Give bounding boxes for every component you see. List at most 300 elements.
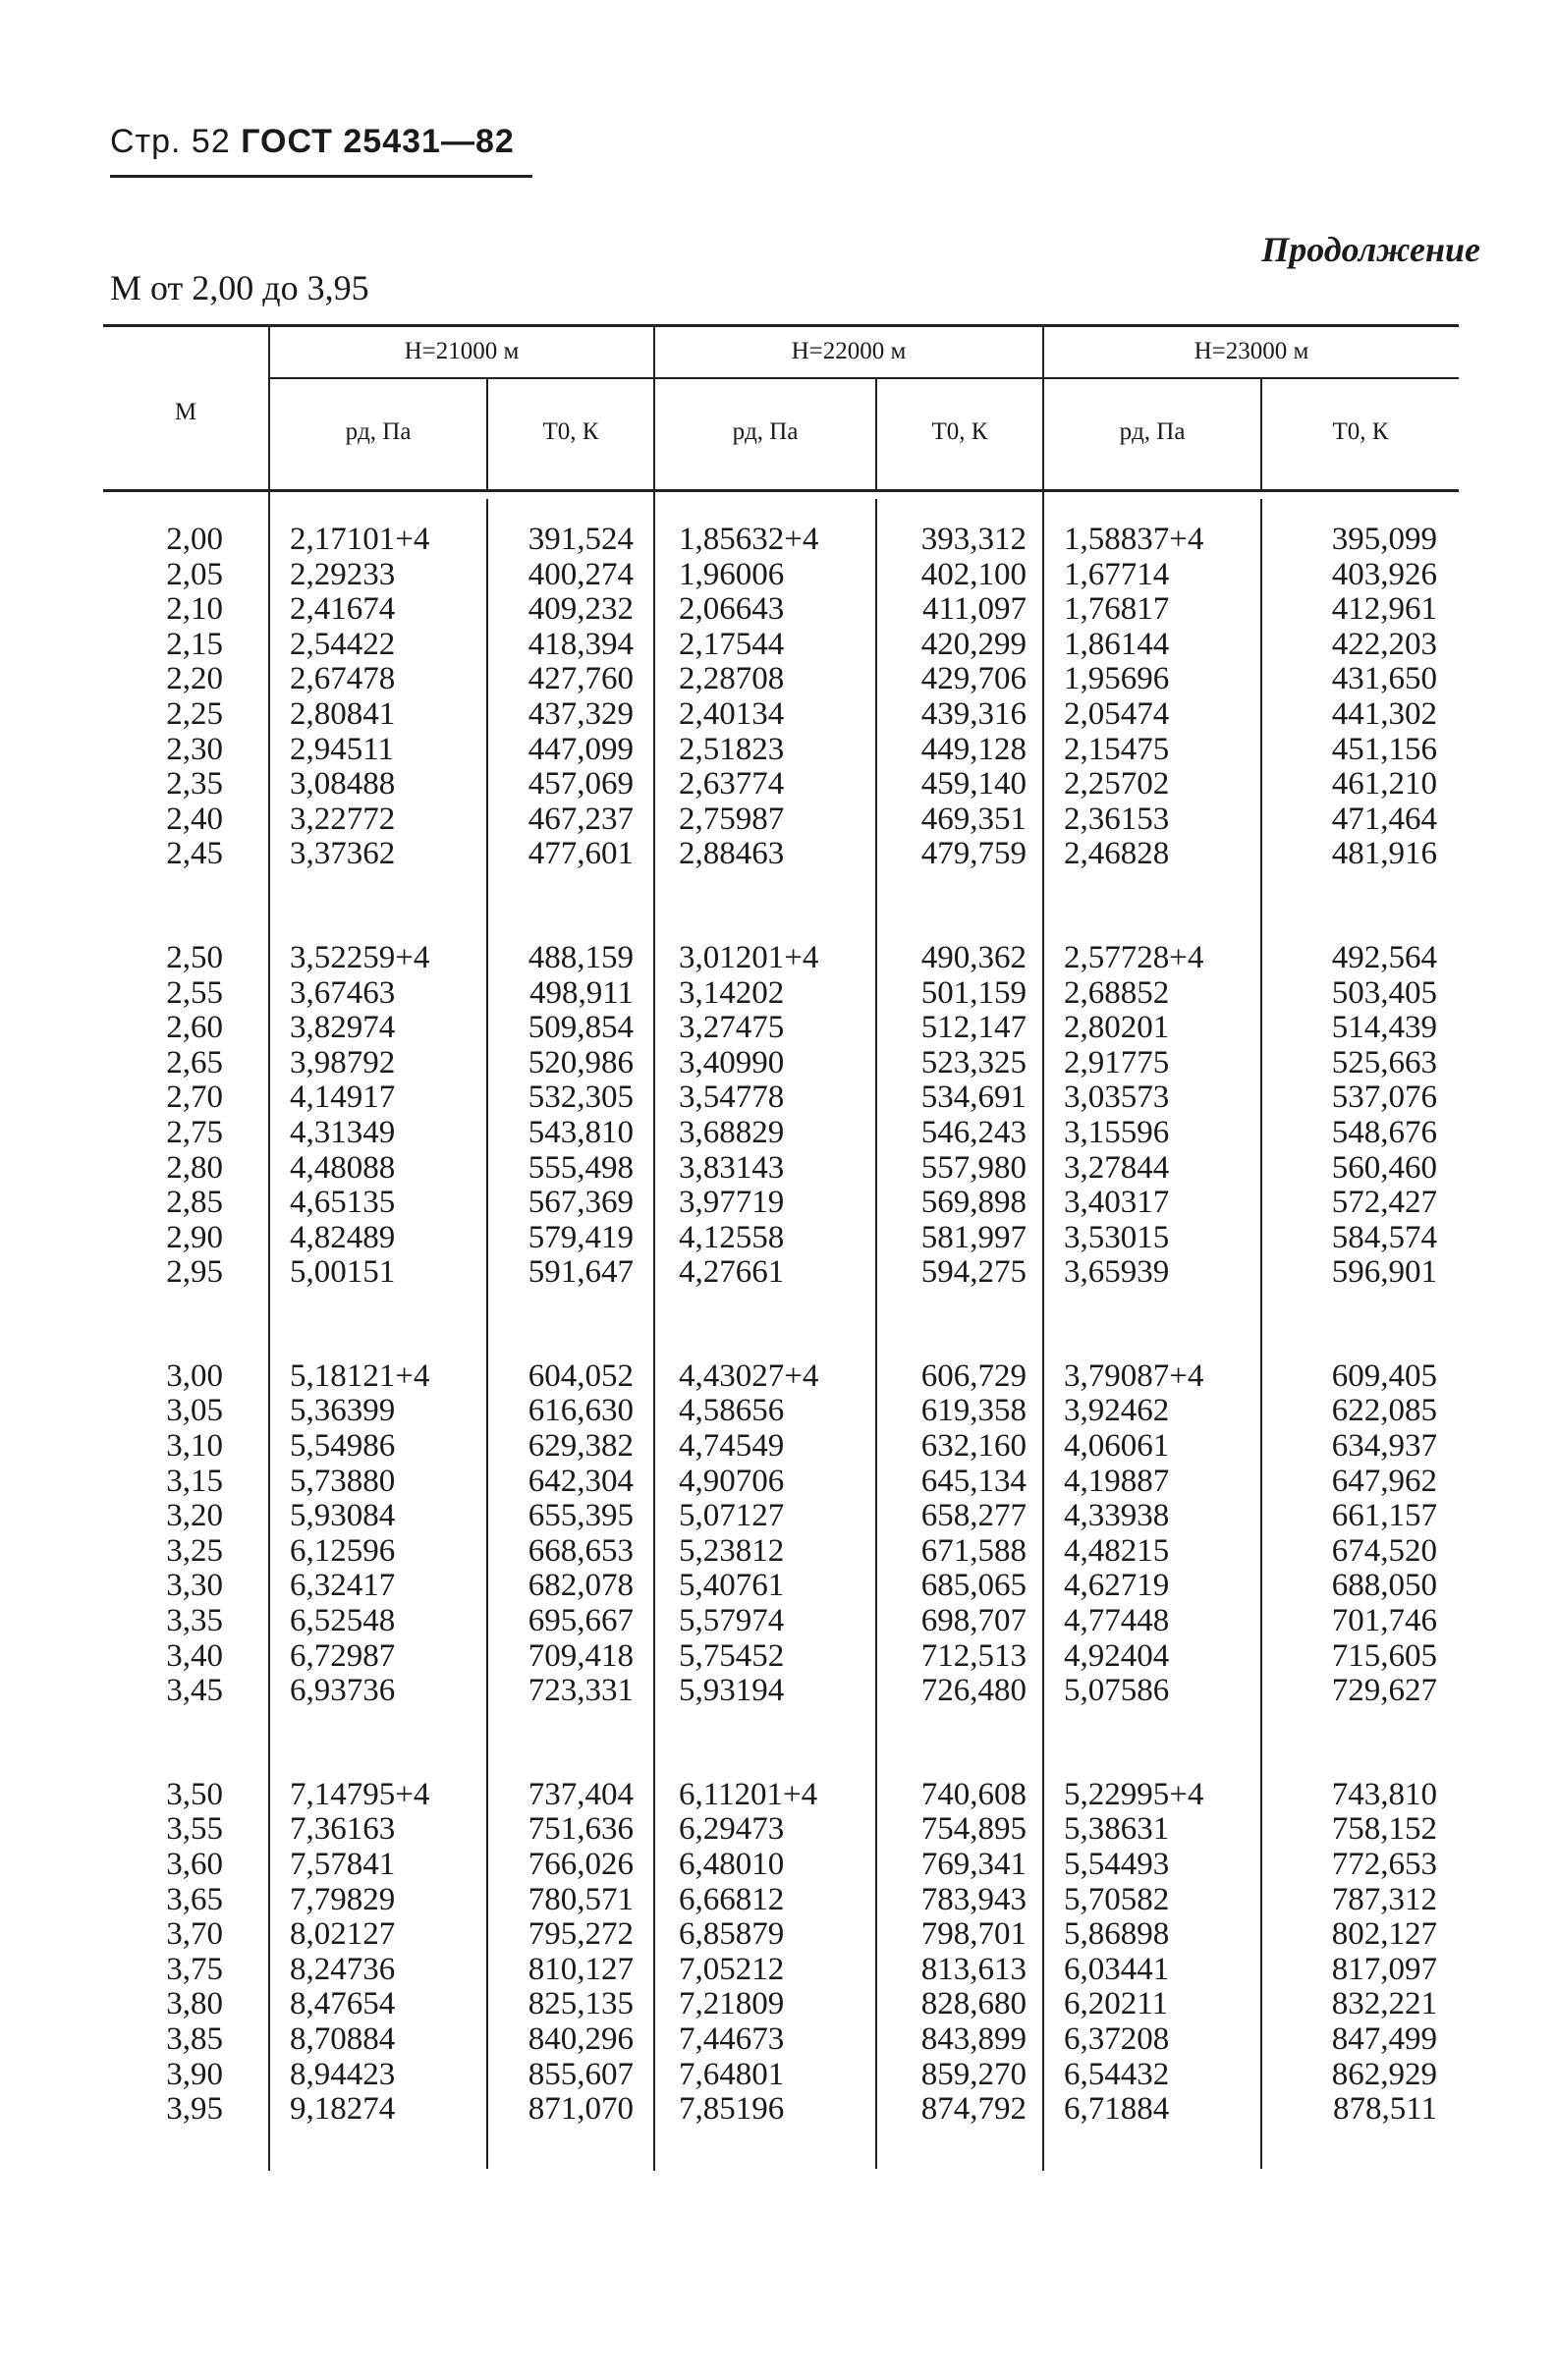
cell-p1: 6,52548: [290, 1603, 396, 1639]
block-1: [103, 523, 223, 872]
cell-p1: 6,72987: [290, 1637, 396, 1674]
cell-t3: 441,302: [1331, 695, 1437, 732]
cell-t2: 546,243: [920, 1114, 1027, 1150]
cell-m: 2,40: [166, 801, 223, 837]
range-label: М от 2,00 до 3,95: [110, 268, 369, 307]
cell-p1: 7,14795+4: [290, 1776, 430, 1812]
cell-p2: 5,23812: [679, 1532, 785, 1569]
cell-p2: 6,85879: [679, 1916, 785, 1953]
block-1: [877, 523, 1027, 872]
cell-t1: 629,382: [528, 1428, 634, 1465]
cell-m: 2,60: [166, 1010, 223, 1046]
cell-t1: 709,418: [528, 1637, 634, 1674]
block-4: [488, 1778, 634, 2128]
cell-t2: 828,680: [920, 1986, 1027, 2022]
cell-t2: 645,134: [920, 1463, 1027, 1499]
cell-t2: 671,588: [920, 1532, 1027, 1569]
block-3: [877, 1359, 1027, 1709]
cell-t3: 548,676: [1331, 1114, 1437, 1150]
cell-t3: 609,405: [1331, 1357, 1437, 1394]
block-3: [1262, 1359, 1437, 1709]
cell-m: 3,25: [166, 1532, 223, 1569]
cell-m: 3,55: [166, 1811, 223, 1848]
cell-p3: 2,57728+4: [1064, 939, 1204, 975]
block-4: [103, 1778, 223, 2128]
cell-t2: 569,898: [920, 1185, 1027, 1221]
cell-m: 3,10: [166, 1428, 223, 1465]
cell-m: 2,80: [166, 1149, 223, 1186]
cell-p2: 4,27661: [679, 1254, 785, 1291]
block-1: [488, 523, 634, 872]
cell-p1: 3,52259+4: [290, 939, 430, 975]
cell-t1: 543,810: [528, 1114, 634, 1150]
cell-p3: 2,80201: [1064, 1010, 1170, 1046]
cell-p1: 3,22772: [290, 801, 396, 837]
cell-t3: 787,312: [1331, 1881, 1437, 1917]
cell-p3: 3,92462: [1064, 1393, 1170, 1429]
cell-p2: 1,96006: [679, 556, 785, 592]
cell-p1: 4,31349: [290, 1114, 396, 1150]
cell-t3: 772,653: [1331, 1847, 1437, 1882]
cell-t1: 409,232: [528, 591, 634, 628]
cell-t2: 843,899: [920, 2020, 1027, 2057]
cell-p2: 4,58656: [679, 1393, 785, 1429]
column-t-23000: [1262, 523, 1437, 2128]
cell-t2: 726,480: [920, 1673, 1027, 1709]
cell-t2: 459,140: [920, 766, 1027, 803]
cell-p3: 4,33938: [1064, 1498, 1170, 1534]
cell-t1: 766,026: [528, 1847, 634, 1882]
cell-p2: 4,90706: [679, 1463, 785, 1499]
standard-id: ГОСТ 25431—82: [241, 123, 515, 160]
cell-t1: 723,331: [528, 1673, 634, 1709]
cell-p1: 5,93084: [290, 1498, 396, 1534]
p-header-22000: pд, Па: [732, 418, 799, 445]
cell-p2: 5,75452: [679, 1637, 785, 1674]
cell-t3: 412,961: [1331, 591, 1437, 628]
cell-t1: 780,571: [528, 1881, 634, 1917]
cell-m: 2,30: [166, 731, 223, 767]
group-header-rule: [268, 377, 1459, 379]
cell-t2: 557,980: [920, 1149, 1027, 1186]
cell-p2: 5,57974: [679, 1603, 785, 1639]
cell-p1: 8,94423: [290, 2056, 396, 2092]
cell-t1: 498,911: [528, 974, 634, 1011]
cell-t2: 402,100: [920, 556, 1027, 592]
header-rule: [110, 175, 532, 178]
t-header-23000: T0, К: [1332, 418, 1389, 445]
cell-m: 2,85: [166, 1185, 223, 1221]
cell-t1: 437,329: [528, 695, 634, 732]
cell-t2: 783,943: [920, 1881, 1027, 1917]
cell-p2: 3,40990: [679, 1044, 785, 1080]
cell-p3: 6,37208: [1064, 2020, 1170, 2057]
cell-p1: 3,67463: [290, 974, 396, 1011]
block-2: [1262, 941, 1437, 1291]
cell-t3: 817,097: [1331, 1951, 1437, 1987]
cell-t3: 451,156: [1331, 731, 1437, 767]
cell-p3: 1,95696: [1064, 661, 1170, 697]
continuation-label: Продолжение: [1261, 230, 1480, 269]
cell-p3: 4,92404: [1064, 1637, 1170, 1674]
block-4: [1064, 1778, 1255, 2128]
cell-t2: 501,159: [920, 974, 1027, 1011]
cell-m: 2,15: [166, 626, 223, 662]
cell-t3: 758,152: [1331, 1811, 1437, 1848]
block-4: [1262, 1778, 1437, 2128]
cell-p3: 3,40317: [1064, 1185, 1170, 1221]
cell-p3: 2,15475: [1064, 731, 1170, 767]
cell-p1: 5,54986: [290, 1428, 396, 1465]
cell-m: 3,45: [166, 1673, 223, 1709]
cell-t3: 743,810: [1331, 1776, 1437, 1812]
cell-t3: 481,916: [1331, 836, 1437, 872]
cell-p2: 2,06643: [679, 591, 785, 628]
cell-p1: 5,36399: [290, 1393, 396, 1429]
cell-p1: 5,73880: [290, 1463, 396, 1499]
cell-p1: 2,67478: [290, 661, 396, 697]
cell-p1: 4,65135: [290, 1185, 396, 1221]
cell-p3: 2,46828: [1064, 836, 1170, 872]
cell-m: 2,55: [166, 974, 223, 1011]
cell-t1: 418,394: [528, 626, 634, 662]
cell-m: 2,25: [166, 695, 223, 732]
cell-t3: 647,962: [1331, 1463, 1437, 1499]
cell-p1: 3,37362: [290, 836, 396, 872]
cell-t2: 411,097: [921, 591, 1027, 628]
cell-p2: 4,74549: [679, 1428, 785, 1465]
cell-p2: 7,85196: [679, 2091, 785, 2128]
block-2: [290, 941, 476, 1291]
cell-t1: 520,986: [528, 1044, 634, 1080]
cell-p1: 5,18121+4: [290, 1357, 430, 1394]
cell-p3: 1,58837+4: [1064, 522, 1204, 557]
cell-p2: 2,17544: [679, 626, 785, 662]
cell-t3: 584,574: [1331, 1219, 1437, 1255]
cell-t2: 798,701: [920, 1916, 1027, 1953]
cell-t1: 682,078: [528, 1568, 634, 1604]
cell-p3: 2,36153: [1064, 801, 1170, 837]
block-3: [488, 1359, 634, 1709]
cell-m: 3,60: [166, 1847, 223, 1882]
cell-p1: 4,82489: [290, 1219, 396, 1255]
cell-m: 3,70: [166, 1916, 223, 1953]
cell-p3: 4,77448: [1064, 1603, 1170, 1639]
cell-m: 2,75: [166, 1114, 223, 1150]
cell-p2: 3,14202: [679, 974, 785, 1011]
cell-p3: 6,03441: [1064, 1951, 1170, 1987]
cell-t3: 802,127: [1331, 1916, 1437, 1953]
cell-p2: 2,63774: [679, 766, 785, 803]
cell-t1: 695,667: [528, 1603, 634, 1639]
block-2: [877, 941, 1027, 1291]
column-p-23000: [1064, 523, 1255, 2128]
cell-t3: 537,076: [1331, 1079, 1437, 1116]
cell-p1: 3,08488: [290, 766, 396, 803]
cell-t2: 512,147: [920, 1010, 1027, 1046]
cell-p1: 2,54422: [290, 626, 396, 662]
cell-t3: 461,210: [1331, 766, 1437, 803]
block-2: [103, 941, 223, 1291]
cell-t3: 878,511: [1332, 2091, 1437, 2128]
cell-t1: 427,760: [528, 661, 634, 697]
group-label-21000: H=21000 м: [404, 338, 520, 364]
cell-t3: 596,901: [1331, 1254, 1437, 1291]
cell-p2: 6,11201+4: [679, 1776, 818, 1812]
cell-p1: 3,82974: [290, 1010, 396, 1046]
cell-t1: 555,498: [528, 1149, 634, 1186]
cell-t3: 715,605: [1331, 1637, 1437, 1674]
cell-p3: 1,86144: [1064, 626, 1170, 662]
cell-m: 3,65: [166, 1881, 223, 1917]
cell-p3: 3,03573: [1064, 1079, 1170, 1116]
block-3: [1064, 1359, 1255, 1709]
cell-t1: 447,099: [528, 731, 634, 767]
cell-m: 3,20: [166, 1498, 223, 1534]
cell-t1: 467,237: [528, 801, 634, 837]
cell-m: 2,10: [166, 591, 223, 628]
block-2: [1064, 941, 1255, 1291]
cell-p1: 7,57841: [290, 1847, 396, 1882]
cell-t1: 668,653: [528, 1532, 634, 1569]
cell-t2: 429,706: [920, 661, 1027, 697]
cell-t1: 604,052: [528, 1357, 634, 1394]
t-header-21000: T0, К: [542, 418, 599, 445]
cell-p3: 5,38631: [1064, 1811, 1170, 1848]
cell-p1: 8,02127: [290, 1916, 396, 1953]
cell-p1: 3,98792: [290, 1044, 396, 1080]
cell-p2: 4,43027+4: [679, 1357, 819, 1394]
block-4: [877, 1778, 1027, 2128]
cell-p3: 5,86898: [1064, 1916, 1170, 1953]
page-number: Стр. 52: [110, 123, 231, 160]
p-header-21000: pд, Па: [345, 418, 412, 445]
cell-t2: 740,608: [920, 1776, 1027, 1812]
cell-p2: 6,66812: [679, 1881, 785, 1917]
cell-m: 3,35: [166, 1603, 223, 1639]
block-1: [290, 523, 476, 872]
cell-t3: 674,520: [1331, 1532, 1437, 1569]
cell-p3: 5,07586: [1064, 1673, 1170, 1709]
cell-m: 2,20: [166, 661, 223, 697]
cell-p1: 9,18274: [290, 2091, 396, 2128]
cell-t1: 532,305: [528, 1079, 634, 1116]
cell-p3: 2,68852: [1064, 974, 1170, 1011]
cell-m: 3,40: [166, 1637, 223, 1674]
cell-t1: 400,274: [528, 556, 634, 592]
cell-t3: 525,663: [1331, 1044, 1437, 1080]
cell-p2: 2,40134: [679, 695, 785, 732]
cell-t1: 810,127: [528, 1951, 634, 1987]
cell-p1: 2,41674: [290, 591, 396, 628]
cell-p2: 6,48010: [679, 1847, 785, 1882]
cell-t3: 622,085: [1331, 1393, 1437, 1429]
block-2: [488, 941, 634, 1291]
data-table: [103, 320, 1459, 2167]
cell-p1: 6,12596: [290, 1532, 396, 1569]
block-1: [1262, 523, 1437, 872]
cell-p2: 5,40761: [679, 1568, 785, 1604]
cell-t2: 449,128: [920, 731, 1027, 767]
cell-p3: 1,76817: [1064, 591, 1170, 628]
cell-p2: 5,07127: [679, 1498, 785, 1534]
cell-p3: 5,54493: [1064, 1847, 1170, 1882]
cell-p2: 1,85632+4: [679, 522, 819, 557]
cell-m: 3,05: [166, 1393, 223, 1429]
cell-p2: 6,29473: [679, 1811, 785, 1848]
cell-t3: 862,929: [1331, 2056, 1437, 2092]
cell-p3: 4,19887: [1064, 1463, 1170, 1499]
cell-t2: 754,895: [920, 1811, 1027, 1848]
cell-p1: 4,14917: [290, 1079, 396, 1116]
cell-p2: 2,75987: [679, 801, 785, 837]
block-1: [679, 523, 865, 872]
cell-p3: 6,71884: [1064, 2091, 1170, 2128]
cell-p2: 3,54778: [679, 1079, 785, 1116]
cell-p2: 2,28708: [679, 661, 785, 697]
cell-t2: 685,065: [920, 1568, 1027, 1604]
cell-p1: 2,29233: [290, 556, 396, 592]
cell-t2: 658,277: [920, 1498, 1027, 1534]
cell-p3: 2,91775: [1064, 1044, 1170, 1080]
cell-p2: 2,88463: [679, 836, 785, 872]
cell-t2: 534,691: [920, 1079, 1027, 1116]
cell-t3: 832,221: [1331, 1986, 1437, 2022]
cell-t2: 769,341: [920, 1847, 1027, 1882]
cell-t3: 503,405: [1331, 974, 1437, 1011]
cell-p2: 4,12558: [679, 1219, 785, 1255]
cell-p3: 4,06061: [1064, 1428, 1170, 1465]
block-2: [679, 941, 865, 1291]
cell-t1: 391,524: [528, 522, 634, 557]
cell-m: 3,95: [166, 2091, 223, 2128]
cell-m: 2,70: [166, 1079, 223, 1116]
cell-m: 2,90: [166, 1219, 223, 1255]
cell-p1: 8,70884: [290, 2020, 396, 2057]
cell-p3: 6,20211: [1064, 1986, 1169, 2022]
cell-t3: 422,203: [1331, 626, 1437, 662]
cell-t1: 642,304: [528, 1463, 634, 1499]
cell-p1: 2,80841: [290, 695, 396, 732]
page-header: [110, 123, 515, 161]
cell-t3: 634,937: [1331, 1428, 1437, 1465]
cell-t1: 488,159: [528, 939, 634, 975]
cell-p1: 2,17101+4: [290, 522, 430, 557]
cell-t2: 813,613: [920, 1951, 1027, 1987]
cell-t2: 439,316: [920, 695, 1027, 732]
cell-p1: 5,00151: [290, 1254, 396, 1291]
cell-t3: 572,427: [1331, 1185, 1437, 1221]
block-3: [103, 1359, 223, 1709]
cell-t2: 420,299: [920, 626, 1027, 662]
cell-t1: 795,272: [528, 1916, 634, 1953]
cell-t3: 471,464: [1331, 801, 1437, 837]
cell-t2: 523,325: [920, 1044, 1027, 1080]
cell-m: 2,50: [166, 939, 223, 975]
cell-p2: 5,93194: [679, 1673, 785, 1709]
cell-m: 2,05: [166, 556, 223, 592]
block-3: [290, 1359, 476, 1709]
block-4: [679, 1778, 865, 2128]
group-label-22000: H=22000 м: [791, 338, 907, 364]
cell-t2: 874,792: [920, 2091, 1027, 2128]
cell-t2: 393,312: [920, 522, 1027, 557]
cell-p3: 3,79087+4: [1064, 1357, 1204, 1394]
col-divider-m: [268, 324, 270, 2171]
cell-t1: 825,135: [528, 1986, 634, 2022]
cell-p3: 3,53015: [1064, 1219, 1170, 1255]
column-m: [103, 523, 223, 2128]
cell-p3: 2,25702: [1064, 766, 1170, 803]
cell-p2: 7,64801: [679, 2056, 785, 2092]
cell-m: 3,85: [166, 2020, 223, 2057]
cell-p3: 4,48215: [1064, 1532, 1170, 1569]
block-3: [679, 1359, 865, 1709]
cell-t1: 840,296: [528, 2020, 634, 2057]
cell-p1: 7,79829: [290, 1881, 396, 1917]
cell-t2: 619,358: [920, 1393, 1027, 1429]
cell-p1: 6,93736: [290, 1673, 396, 1709]
cell-p2: 3,83143: [679, 1149, 785, 1186]
cell-t1: 579,419: [528, 1219, 634, 1255]
cell-t3: 560,460: [1331, 1149, 1437, 1186]
cell-p3: 6,54432: [1064, 2056, 1170, 2092]
cell-p3: 2,05474: [1064, 695, 1170, 732]
cell-t1: 477,601: [528, 836, 634, 872]
t-header-22000: T0, К: [931, 418, 988, 445]
cell-t1: 855,607: [528, 2056, 634, 2092]
column-p-21000: [290, 523, 476, 2128]
cell-p3: 3,15596: [1064, 1114, 1170, 1150]
column-p-22000: [679, 523, 865, 2128]
cell-m: 2,65: [166, 1044, 223, 1080]
cell-t1: 457,069: [528, 766, 634, 803]
cell-t1: 655,395: [528, 1498, 634, 1534]
cell-t3: 729,627: [1331, 1673, 1437, 1709]
cell-t1: 509,854: [528, 1010, 634, 1046]
cell-m: 3,30: [166, 1568, 223, 1604]
cell-t3: 701,746: [1331, 1603, 1437, 1639]
cell-t2: 632,160: [920, 1428, 1027, 1465]
cell-p3: 4,62719: [1064, 1568, 1170, 1604]
cell-p1: 2,94511: [290, 731, 395, 767]
cell-t2: 698,707: [920, 1603, 1027, 1639]
column-t-21000: [488, 523, 634, 2128]
cell-t2: 479,759: [920, 836, 1027, 872]
cell-t3: 403,926: [1331, 556, 1437, 592]
cell-t2: 581,997: [920, 1219, 1027, 1255]
cell-t1: 871,070: [528, 2091, 634, 2128]
cell-m: 3,75: [166, 1951, 223, 1987]
cell-t3: 492,564: [1331, 939, 1437, 975]
cell-t3: 514,439: [1331, 1010, 1437, 1046]
cell-t2: 469,351: [920, 801, 1027, 837]
block-1: [1064, 523, 1255, 872]
cell-p2: 2,51823: [679, 731, 785, 767]
cell-p3: 5,70582: [1064, 1881, 1170, 1917]
cell-p3: 1,67714: [1064, 556, 1170, 592]
cell-p2: 7,44673: [679, 2020, 785, 2057]
cell-t3: 395,099: [1331, 522, 1437, 557]
col-divider-2: [1042, 324, 1044, 2171]
cell-p2: 3,01201+4: [679, 939, 819, 975]
cell-p2: 3,27475: [679, 1010, 785, 1046]
cell-t1: 751,636: [528, 1811, 634, 1848]
cell-m: 3,15: [166, 1463, 223, 1499]
cell-t3: 847,499: [1331, 2020, 1437, 2057]
cell-t2: 859,270: [920, 2056, 1027, 2092]
cell-p3: 3,27844: [1064, 1149, 1170, 1186]
